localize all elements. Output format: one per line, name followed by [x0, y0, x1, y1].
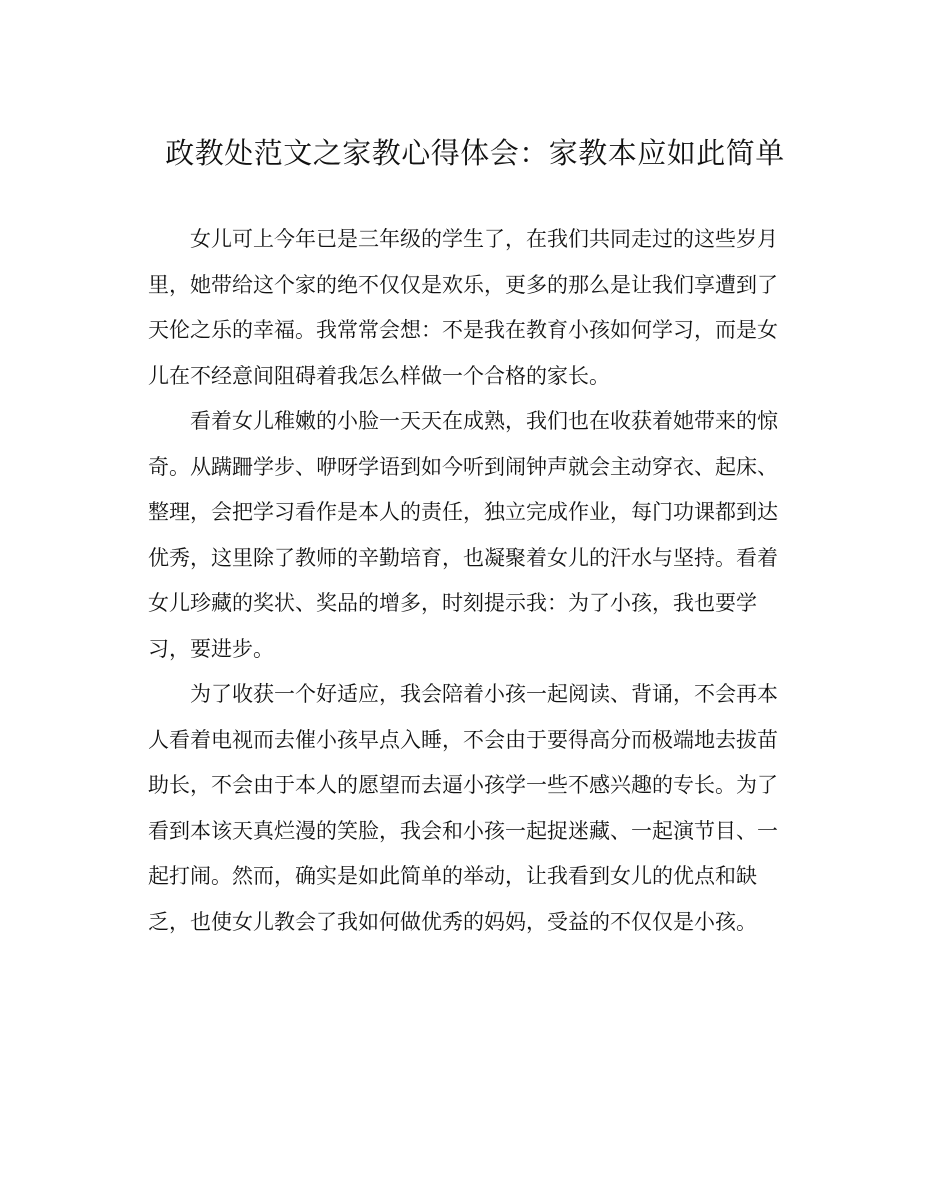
- paragraph-line: 起打闹。然而，确实是如此简单的举动，让我看到女儿的优点和缺: [148, 864, 757, 888]
- paragraph-line: 优秀，这里除了教师的辛勤培育，也凝聚着女儿的汗水与坚持。看着: [148, 545, 778, 570]
- paragraph-line: 人看着电视而去催小孩早点入睡，不会由于要得高分而极端地去拔苗: [148, 727, 778, 752]
- paragraph-line: 奇。从蹒跚学步、咿呀学语到如今听到闹钟声就会主动穿衣、起床、: [148, 454, 778, 479]
- paragraph-line: 儿在不经意间阻碍着我怎么样做一个合格的家长。: [148, 363, 610, 388]
- paragraph-line: 习，要进步。: [148, 636, 274, 661]
- paragraph-2: [148, 399, 800, 672]
- paragraph-line: 看着女儿稚嫩的小脸一天天在成熟，我们也在收获着她带来的惊: [190, 409, 778, 433]
- paragraph-line: 为了收获一个好适应，我会陪着小孩一起阅读、背诵，不会再本: [190, 682, 778, 706]
- paragraph-line: 女儿珍藏的奖状、奖品的增多，时刻提示我：为了小孩，我也要学: [148, 591, 757, 615]
- document-body: [148, 217, 800, 945]
- paragraph-line: 女儿可上今年已是三年级的学生了，在我们共同走过的这些岁月: [190, 227, 778, 251]
- paragraph-line: 看到本该天真烂漫的笑脸，我会和小孩一起捉迷藏、一起演节目、一: [148, 818, 778, 843]
- paragraph-line: 乏，也使女儿教会了我如何做优秀的妈妈，受益的不仅仅是小孩。: [148, 909, 757, 934]
- paragraph-line: 助长，不会由于本人的愿望而去逼小孩学一些不感兴趣的专长。为了: [148, 773, 778, 797]
- paragraph-line: 整理，会把学习看作是本人的责任，独立完成作业，每门功课都到达: [148, 500, 778, 524]
- paragraph-1: [148, 217, 800, 399]
- paragraph-line: 里，她带给这个家的绝不仅仅是欢乐，更多的那么是让我们享遭到了: [148, 272, 778, 297]
- paragraph-3: [148, 672, 800, 945]
- paragraph-line: 天伦之乐的幸福。我常常会想：不是我在教育小孩如何学习，而是女: [148, 318, 778, 342]
- document-title: 政教处范文之家教心得体会：家教本应如此简单: [165, 136, 785, 170]
